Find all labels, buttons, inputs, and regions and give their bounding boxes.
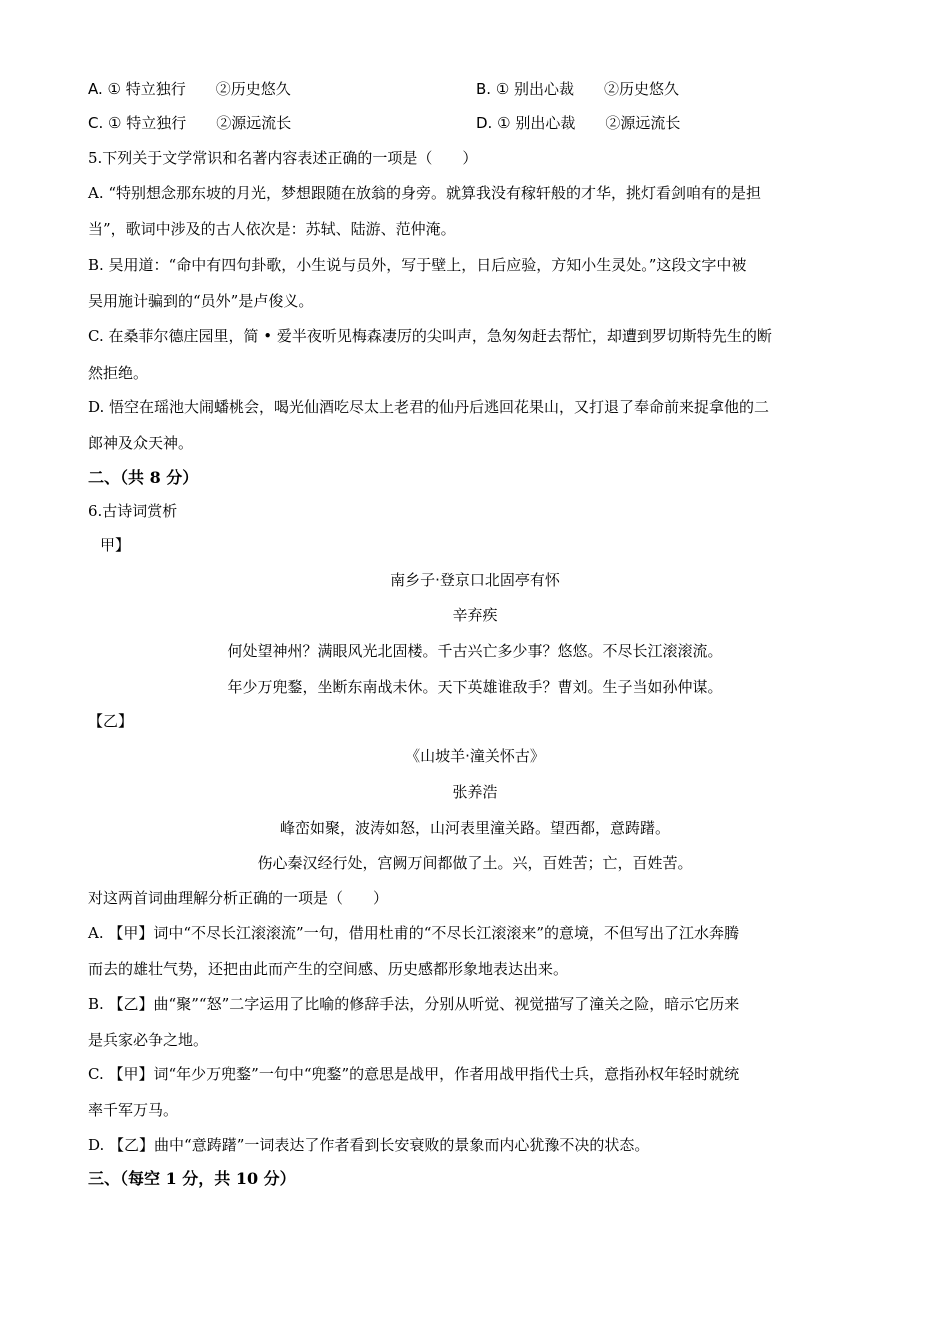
- q4-option-d-letter: D.: [476, 114, 493, 132]
- poem-yi-author: 张养浩: [452, 783, 498, 801]
- q5-option-a-line1: A. “特别想念那东坡的月光，梦想跟随在放翁的身旁。就算我没有稼轩般的才华，挑灯看剑咱有的是担: [88, 184, 762, 202]
- poem-yi-line-1: 峰峦如聚，波涛如怒，山河表里潼关路。望西都，意踌躇。: [279, 819, 670, 837]
- q4-option-b: [476, 82, 679, 97]
- q4-option-d-text: ① 别出心裁 ②源远流长: [497, 114, 681, 132]
- q4-option-d: [476, 116, 680, 131]
- q6-option-a-line1: A. 【甲】词中“不尽长江滚滚流”一句，借用杜甫的“不尽长江滚滚来”的意境，不但写出了江水奔腾: [88, 924, 740, 942]
- poem-jia-author: 辛弃疾: [452, 606, 498, 624]
- q6-stem: 6.古诗词赏析: [88, 502, 178, 520]
- q6-option-c-line1: C. 【甲】词“年少万兜鍪”一句中“兜鍪”的意思是战甲，作者用战甲指代士兵，意指孙权年轻时就统: [88, 1065, 740, 1083]
- q6-option-b-line2: 是兵家必争之地。: [88, 1031, 209, 1049]
- q4-option-b-letter: B.: [476, 80, 492, 98]
- poem-jia-title: 南乡子·登京口北固亭有怀: [390, 571, 560, 589]
- q4-option-a: [88, 82, 291, 97]
- section-3-heading: 三、（每空 1 分，共 10 分）: [88, 1169, 296, 1188]
- q5-option-d-line2: 郎神及众天神。: [88, 434, 194, 452]
- q4-option-a-letter: A.: [88, 80, 103, 98]
- q6-option-a-line2: 而去的雄壮气势，还把由此而产生的空间感、历史感都形象地表达出来。: [88, 960, 569, 978]
- q4-option-c-text: ① 特立独行 ②源远流长: [108, 114, 292, 132]
- q6-option-d-line1: D. 【乙】曲中“意踌躇”一词表达了作者看到长安衰败的景象而内心犹豫不决的状态。: [88, 1136, 650, 1154]
- poem-yi-title: 《山坡羊·潼关怀古》: [405, 747, 545, 765]
- poem-yi-label: 【乙】: [88, 712, 134, 730]
- q5-stem: 5.下列关于文学常识和名著内容表述正确的一项是（ ）: [88, 149, 478, 167]
- section-2-heading: 二、（共 8 分）: [88, 468, 199, 487]
- q5-option-b-line1: B. 吴用道：“命中有四句卦歌，小生说与员外，写于壁上，日后应验，方知小生灵处。”这段文字中被: [88, 256, 747, 274]
- poem-jia-line-1: 何处望神州？满眼风光北固楼。千古兴亡多少事？悠悠。不尽长江滚滚流。: [227, 642, 723, 660]
- q5-option-a-line2: 当”，歌词中涉及的古人依次是：苏轼、陆游、范仲淹。: [88, 220, 456, 238]
- q6-option-c-line2: 率千军万马。: [88, 1101, 179, 1119]
- poem-yi-line-2: 伤心秦汉经行处，宫阙万间都做了土。兴，百姓苦；亡，百姓苦。: [257, 854, 693, 872]
- poem-jia-line-2: 年少万兜鍪，坐断东南战未休。天下英雄谁敌手？曹刘。生子当如孙仲谋。: [227, 678, 723, 696]
- q4-option-a-text: ① 特立独行 ②历史悠久: [107, 80, 291, 98]
- q5-option-c-line2: 然拒绝。: [88, 364, 149, 382]
- q6-option-b-line1: B. 【乙】曲“聚”“怒”二字运用了比喻的修辞手法，分别从听觉、视觉描写了潼关之险，暗示它历来: [88, 995, 740, 1013]
- q5-option-d-line1: D. 悟空在瑶池大闹蟠桃会，喝光仙酒吃尽太上老君的仙丹后逃回花果山，又打退了奉命前来捉拿他的二: [88, 398, 770, 416]
- q5-option-c-line1: C. 在桑菲尔德庄园里，简 • 爱半夜听见梅森凄厉的尖叫声，急匆匆赶去帮忙，却遭到罗切斯特先生的断: [88, 327, 772, 345]
- poem-jia-label: 甲】: [100, 536, 131, 554]
- q4-option-c: [88, 116, 291, 131]
- q5-option-b-line2: 吴用施计骗到的“员外”是卢俊义。: [88, 292, 314, 310]
- q4-option-b-text: ① 别出心裁 ②历史悠久: [495, 80, 680, 98]
- q6-question: 对这两首词曲理解分析正确的一项是（ ）: [88, 889, 389, 907]
- q4-option-c-letter: C.: [88, 114, 104, 132]
